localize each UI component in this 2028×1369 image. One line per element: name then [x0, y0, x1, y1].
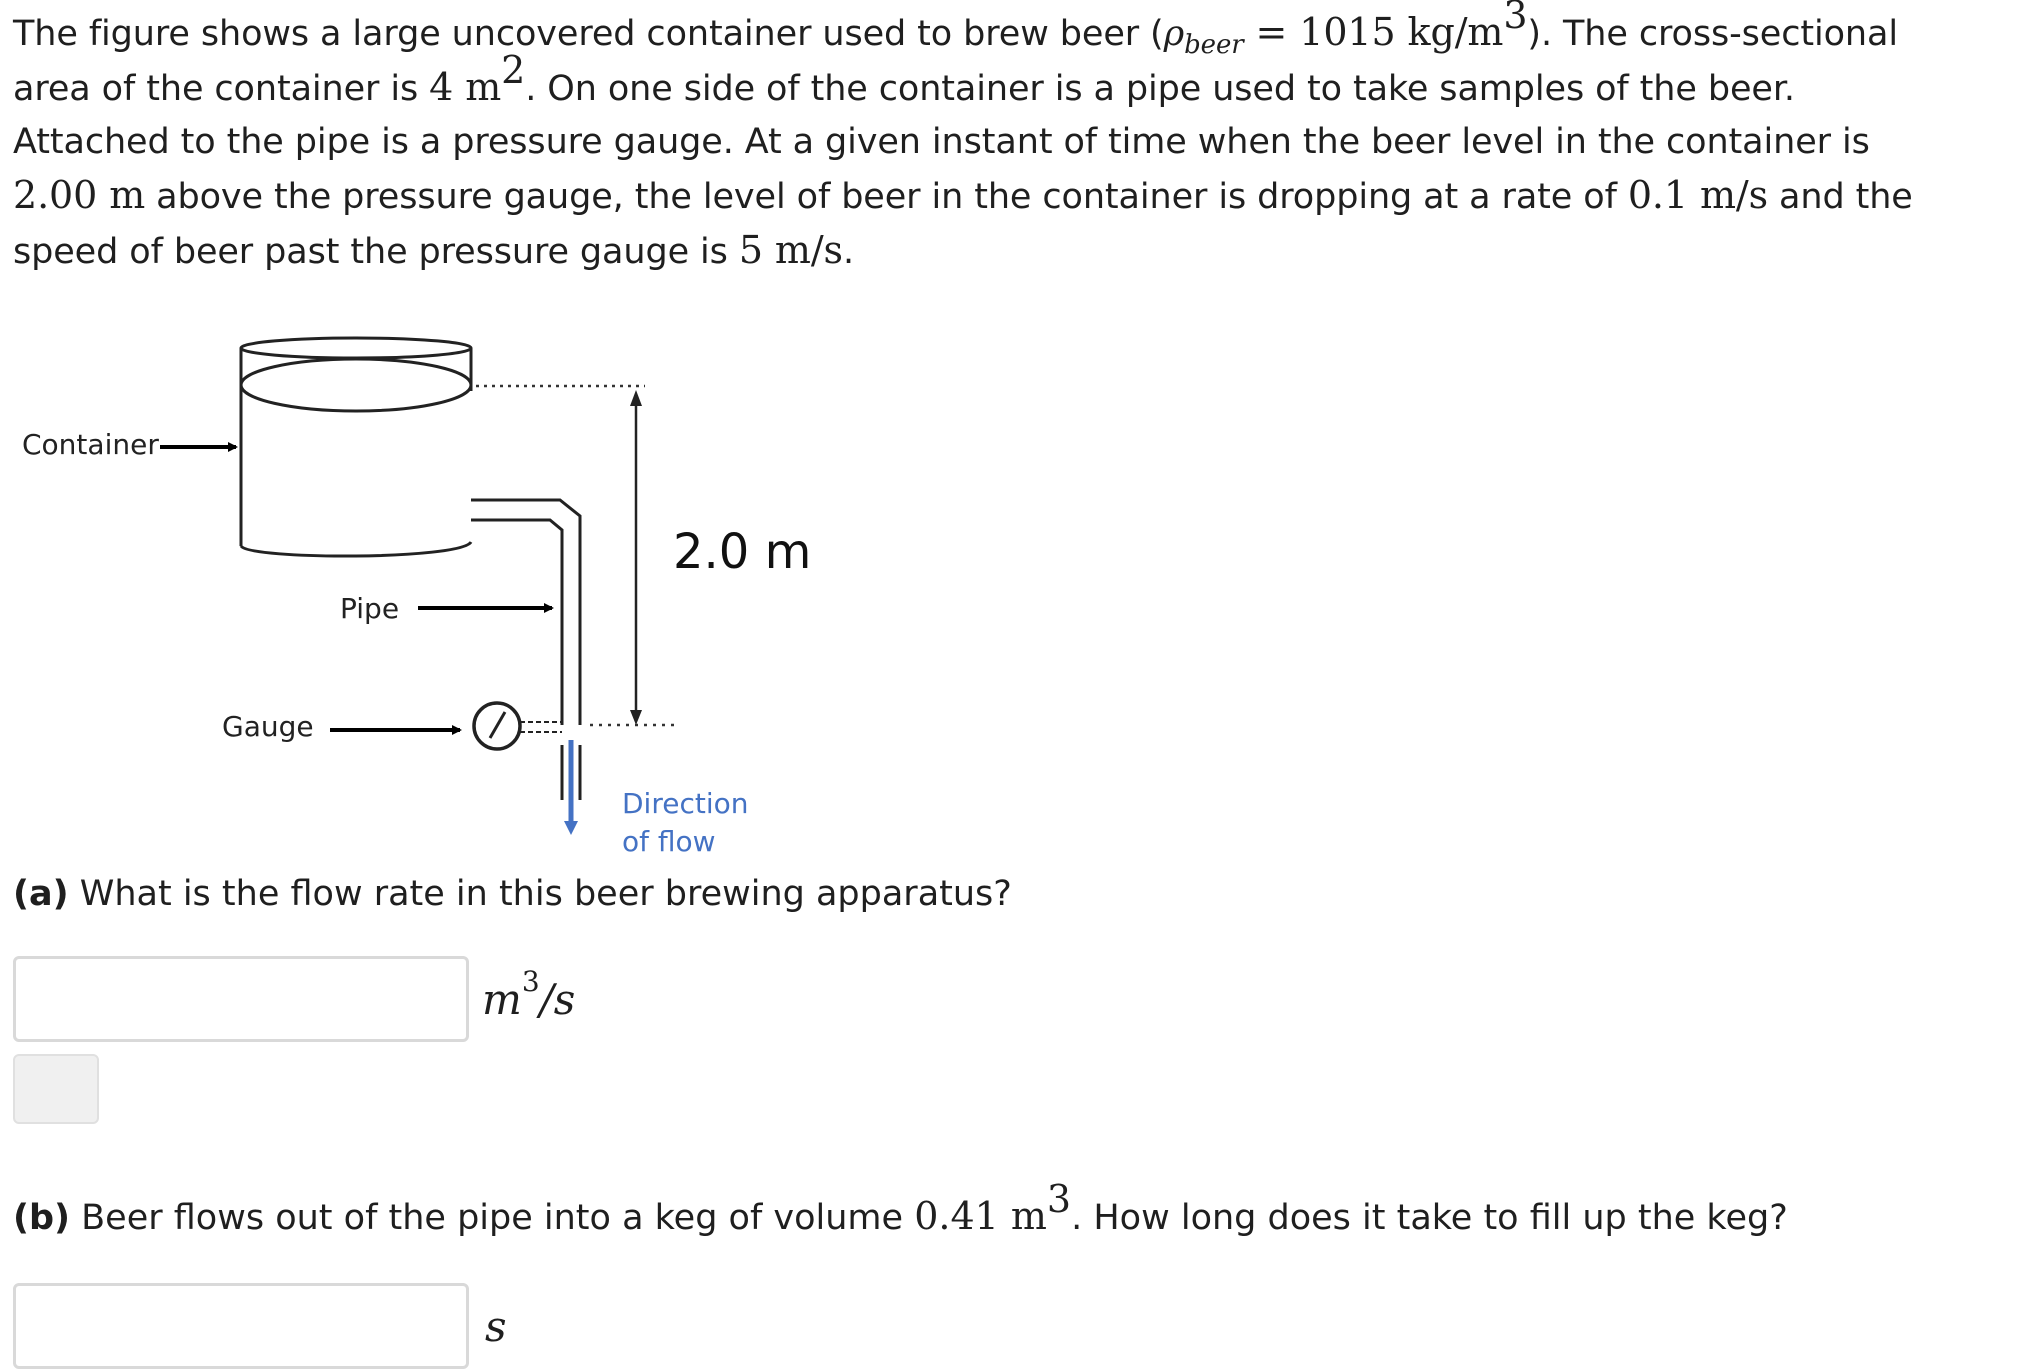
height-dimension [476, 386, 675, 725]
pipe [471, 500, 580, 800]
pressure-gauge-icon [474, 703, 562, 749]
unit-b: s [485, 1302, 507, 1351]
label-arrows [160, 447, 552, 730]
keg-volume: 0.41 m [914, 1194, 1047, 1238]
check-answer-button[interactable] [13, 1054, 99, 1124]
part-b-label: (b) [13, 1198, 71, 1238]
rho-subscript: beer [1184, 30, 1244, 60]
container-label: Container [22, 428, 159, 461]
drop-rate-value: 0.1 m/s [1627, 173, 1768, 217]
answer-a-input[interactable] [13, 956, 469, 1042]
rho-symbol: ρ [1163, 14, 1185, 54]
problem-statement: The figure shows a large uncovered container used to brew beer ($\rho_{beer} = 1015$ $kg/m^3$). The cross-sectional area of the container is 4 $m^2$. On one side of the container is a pipe used to take samples of the beer. Attached to the pipe is a pressure gauge. At a given instant of time when the beer level in the container is 2.00 m above the pressure gauge, the level of beer in the container is dropping at a rate of 0.1 m/s and the speed of beer past the pressure gauge is 5 m/s. [13, 0, 1913, 272]
container-tank [241, 338, 471, 556]
flow-direction-label: Direction of flow [622, 787, 749, 858]
unit-a: $m^3/s$ [482, 965, 576, 1024]
density-value: 1015 kg/m [1299, 10, 1504, 54]
gauge-label: Gauge [222, 710, 314, 743]
area-value: 4 m [429, 65, 502, 109]
question-b: (b) Beer flows out of the pipe into a keg of volume 0.41 $m^3$. How long does it take to fill up the keg? [13, 1177, 1788, 1238]
part-a-label: (a) [13, 874, 69, 914]
height-label: 2.0 m [673, 524, 812, 580]
speed-value: 5 m/s [738, 228, 843, 272]
apparatus-diagram [0, 320, 860, 870]
answer-b-input[interactable] [13, 1283, 469, 1369]
question-a: (a) What is the flow rate in this beer brewing apparatus? [13, 874, 1012, 914]
pipe-label: Pipe [340, 592, 400, 625]
height-value: 2.00 m [13, 173, 146, 217]
